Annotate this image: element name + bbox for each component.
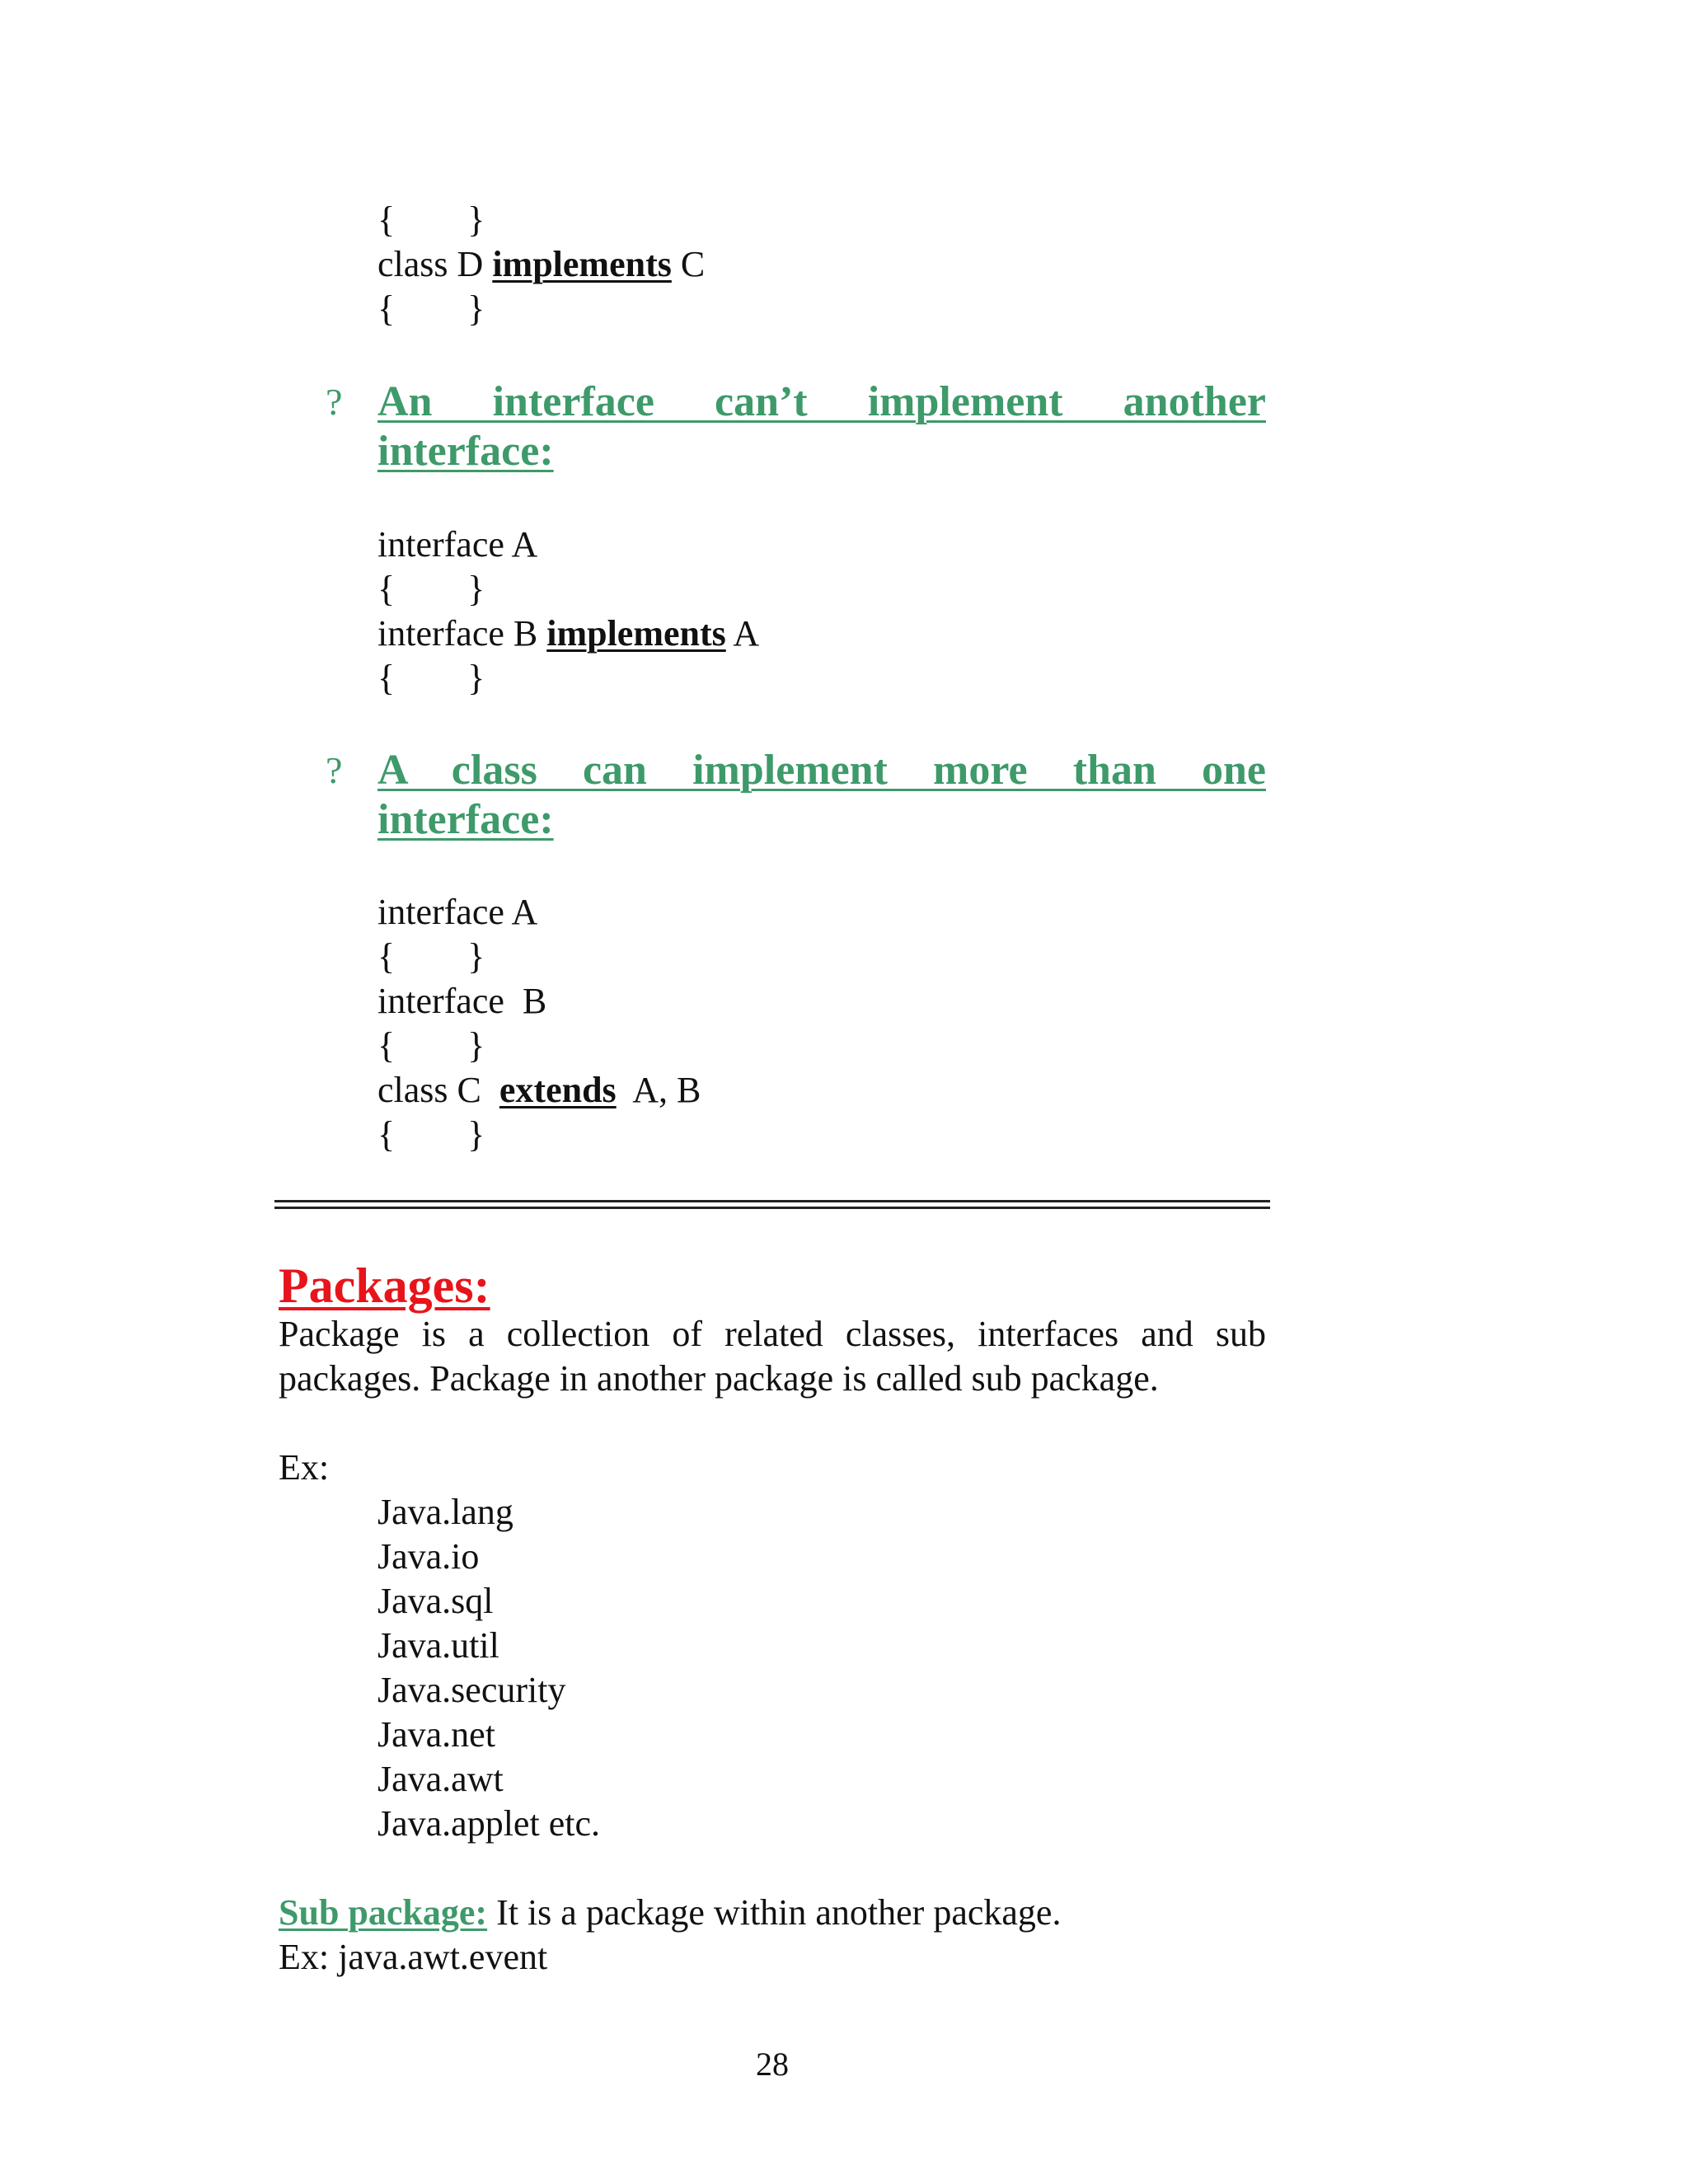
keyword-implements: implements <box>492 244 672 284</box>
package-example: Java.sql <box>377 1581 494 1621</box>
package-example: Java.awt <box>377 1759 504 1799</box>
code-line: interface A <box>377 524 538 565</box>
section-heading-line: interface: <box>377 428 554 475</box>
code-text: class D <box>377 244 493 284</box>
code-line: interface A <box>377 892 538 932</box>
code-text: interface B <box>377 613 547 654</box>
code-line: { } <box>377 288 485 329</box>
code-line: { } <box>377 936 485 977</box>
package-example: Java.util <box>377 1625 499 1666</box>
sub-package-definition <box>279 1891 1061 1935</box>
page-number: 28 <box>756 2046 789 2083</box>
code-line: { } <box>377 569 485 609</box>
section-heading-line: interface: <box>377 796 554 843</box>
sub-package-text: It is a package within another package. <box>487 1892 1062 1933</box>
package-example: Java.lang <box>377 1492 513 1532</box>
code-text: C <box>671 244 706 284</box>
packages-title: Packages: <box>279 1258 490 1313</box>
bullet-icon: ? <box>326 749 343 791</box>
divider-line <box>274 1207 1270 1209</box>
keyword-implements: implements <box>546 613 726 654</box>
bullet-icon: ? <box>326 381 343 423</box>
keyword-extends: extends <box>499 1070 617 1110</box>
code-line: { } <box>377 1025 485 1066</box>
package-example: Java.io <box>377 1536 480 1577</box>
example-label: Ex: <box>279 1447 330 1488</box>
package-example: Java.net <box>377 1714 495 1755</box>
sub-package-example: Ex: java.awt.event <box>279 1937 548 1977</box>
section-heading-line: A class can implement more than one <box>377 747 1266 794</box>
description-line: Package is a collection of related classes, interfaces and sub <box>279 1314 1266 1354</box>
code-line <box>377 1068 701 1113</box>
sub-package-label: Sub package: <box>279 1892 488 1933</box>
package-example: Java.applet etc. <box>377 1803 600 1844</box>
packages-description <box>279 1312 1266 1401</box>
code-text: A <box>725 613 760 654</box>
code-line <box>377 612 759 656</box>
package-example: Java.security <box>377 1670 566 1710</box>
code-text: A, B <box>616 1070 701 1110</box>
code-text: class C <box>377 1070 499 1110</box>
description-line: packages. Package in another package is called sub package. <box>279 1358 1159 1399</box>
divider-line <box>274 1200 1270 1202</box>
section-heading-line: An interface can’t implement another <box>377 378 1266 425</box>
code-line: { } <box>377 199 485 240</box>
code-line <box>377 242 705 287</box>
code-line: interface B <box>377 981 547 1021</box>
code-line: { } <box>377 1114 485 1155</box>
code-line: { } <box>377 658 485 698</box>
